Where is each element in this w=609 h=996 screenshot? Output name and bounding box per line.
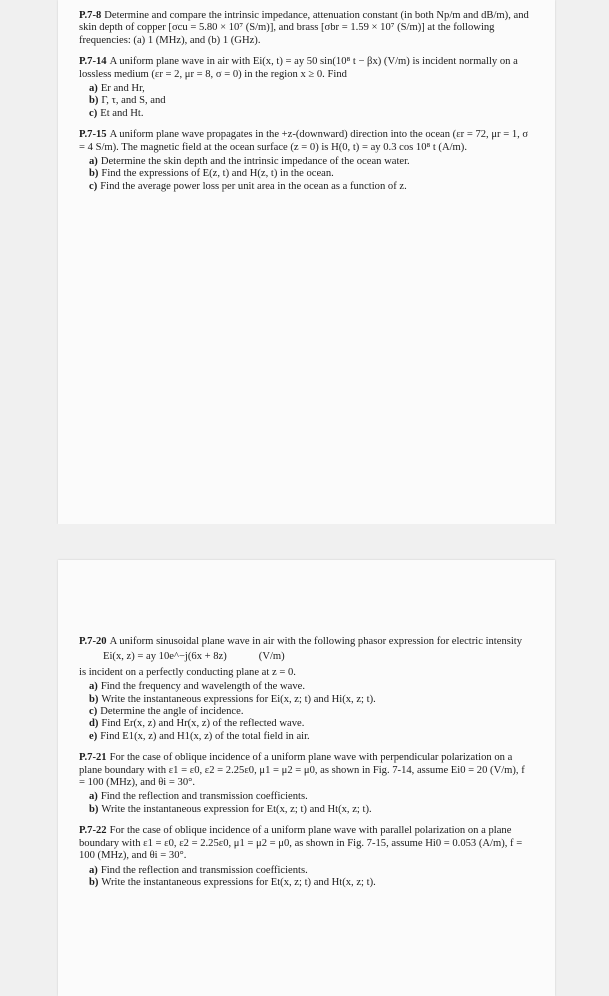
- part-text: Determine the skin depth and the intrinsic impedance of the ocean water.: [100, 156, 410, 168]
- problem-id: P.7-14: [79, 56, 107, 68]
- part-text: Et and Ht.: [100, 107, 144, 119]
- part-text: Γ, τ, and S, and: [101, 95, 166, 107]
- problem-part: [79, 718, 531, 730]
- part-text: Find the reflection and transmission coefficients.: [100, 864, 308, 876]
- problem-id: P.7-21: [79, 752, 107, 764]
- problem-parts: [79, 681, 531, 743]
- problem-parts: [79, 83, 531, 120]
- problem-part: [79, 681, 531, 693]
- part-text: Find the average power loss per unit area in the ocean as a function of z.: [100, 180, 407, 192]
- part-text: Find the expressions of E(z, t) and H(z, t) in the ocean.: [101, 168, 334, 180]
- problem-7-14: [79, 56, 531, 120]
- problem-part: [79, 865, 531, 877]
- part-label: b): [89, 95, 99, 107]
- problem-text: A uniform plane wave in air with Ei(x, t) = ay 50 sin(10⁸ t − βx) (V/m) is incident normally on a lossless medium (εr = 2, μr = 8, σ = 0) in the region x ≥ 0. Find: [79, 56, 518, 80]
- problem-7-15: [79, 129, 531, 193]
- equation-text: Ei(x, z) = ay 10e^−j(6x + 8z): [103, 651, 227, 663]
- part-text: Find Er(x, z) and Hr(x, z) of the reflected wave.: [101, 718, 305, 730]
- part-label: b): [89, 168, 99, 180]
- problem-part: [79, 83, 531, 95]
- document-page-1: [58, 0, 555, 524]
- part-label: b): [89, 803, 99, 815]
- problem-7-21: [79, 752, 531, 816]
- problem-part: [79, 804, 531, 816]
- problem-part: [79, 108, 531, 120]
- part-text: Write the instantaneous expression for Et(x, z; t) and Ht(x, z; t).: [101, 803, 372, 815]
- part-label: e): [89, 730, 98, 742]
- part-label: a): [89, 156, 98, 168]
- problem-text: A uniform sinusoidal plane wave in air with the following phasor expression for electric intensity: [109, 636, 523, 647]
- part-text: Find the reflection and transmission coefficients.: [100, 791, 308, 803]
- problem-text: A uniform plane wave propagates in the +z-(downward) direction into the ocean (εr = 72, μr = 1, σ = 4 S/m). The magnetic field at the ocean surface (z = 0) is H(0, t) = ay 0.3 cos 10⁸ t (A/m).: [79, 129, 529, 153]
- problem-7-8: [79, 10, 531, 47]
- problem-part: [79, 731, 531, 743]
- part-label: b): [89, 693, 99, 705]
- part-text: Determine the angle of incidence.: [100, 706, 244, 718]
- problem-7-20: [79, 636, 531, 743]
- part-label: c): [89, 706, 98, 718]
- problem-id: P.7-8: [79, 10, 102, 21]
- part-label: a): [89, 791, 98, 803]
- part-label: c): [89, 107, 98, 119]
- problem-part: [79, 694, 531, 706]
- problem-text: For the case of oblique incidence of a uniform plane wave with perpendicular polarization on a plane boundary with ε1 = ε0, ε2 = 2.25ε0, μ1 = μ2 = μ0, as shown in Fig. 7-14, assume Ei0 = 20 (V/m), f = 100 (MHz), and θi = 30°.: [79, 752, 525, 789]
- equation-unit: (V/m): [258, 651, 285, 663]
- part-label: a): [89, 681, 98, 693]
- problem-7-22: [79, 825, 531, 889]
- part-label: a): [89, 864, 98, 876]
- page-gap: [0, 524, 609, 560]
- problem-part: [79, 706, 531, 718]
- part-text: Write the instantaneous expressions for Ei(x, z; t) and Hi(x, z; t).: [101, 693, 376, 705]
- problem-id: P.7-20: [79, 636, 107, 647]
- problem-text-continued: is incident on a perfectly conducting plane at z = 0.: [79, 666, 296, 678]
- part-label: b): [89, 876, 99, 888]
- part-label: a): [89, 83, 98, 95]
- problem-id: P.7-15: [79, 129, 107, 141]
- problem-part: [79, 877, 531, 889]
- problem-parts: [79, 156, 531, 193]
- problem-parts: [79, 791, 531, 816]
- problem-part: [79, 95, 531, 107]
- part-text: Er and Hr,: [100, 83, 145, 95]
- problem-text: For the case of oblique incidence of a uniform plane wave with parallel polarization on a plane boundary with ε1 = ε0, ε2 = 2.25ε0, μ1 = μ2 = μ0, as shown in Fig. 7-15, assume Hi0 = 0.053 (A/m), f = 100 (MHz), and θi = 30°.: [79, 825, 523, 862]
- problem-id: P.7-22: [79, 825, 107, 837]
- phasor-equation: [79, 651, 531, 663]
- problem-parts: [79, 865, 531, 890]
- part-label: d): [89, 718, 99, 730]
- document-page-2: [58, 560, 555, 996]
- part-text: Find E1(x, z) and H1(x, z) of the total field in air.: [100, 730, 310, 742]
- problem-part: [79, 168, 531, 180]
- problem-text: Determine and compare the intrinsic impedance, attenuation constant (in both Np/m and dB/m), and skin depth of copper [σcu = 5.80 × 10⁷ (S/m)], and brass [σbr = 1.59 × 10⁷ (S/m)] at the following frequencies: (a) 1 (MHz), and (b) 1 (GHz).: [79, 10, 529, 46]
- problem-part: [79, 791, 531, 803]
- part-text: Write the instantaneous expressions for Et(x, z; t) and Ht(x, z; t).: [101, 876, 376, 888]
- problem-part: [79, 156, 531, 168]
- problem-part: [79, 181, 531, 193]
- part-label: c): [89, 180, 98, 192]
- part-text: Find the frequency and wavelength of the wave.: [100, 681, 305, 693]
